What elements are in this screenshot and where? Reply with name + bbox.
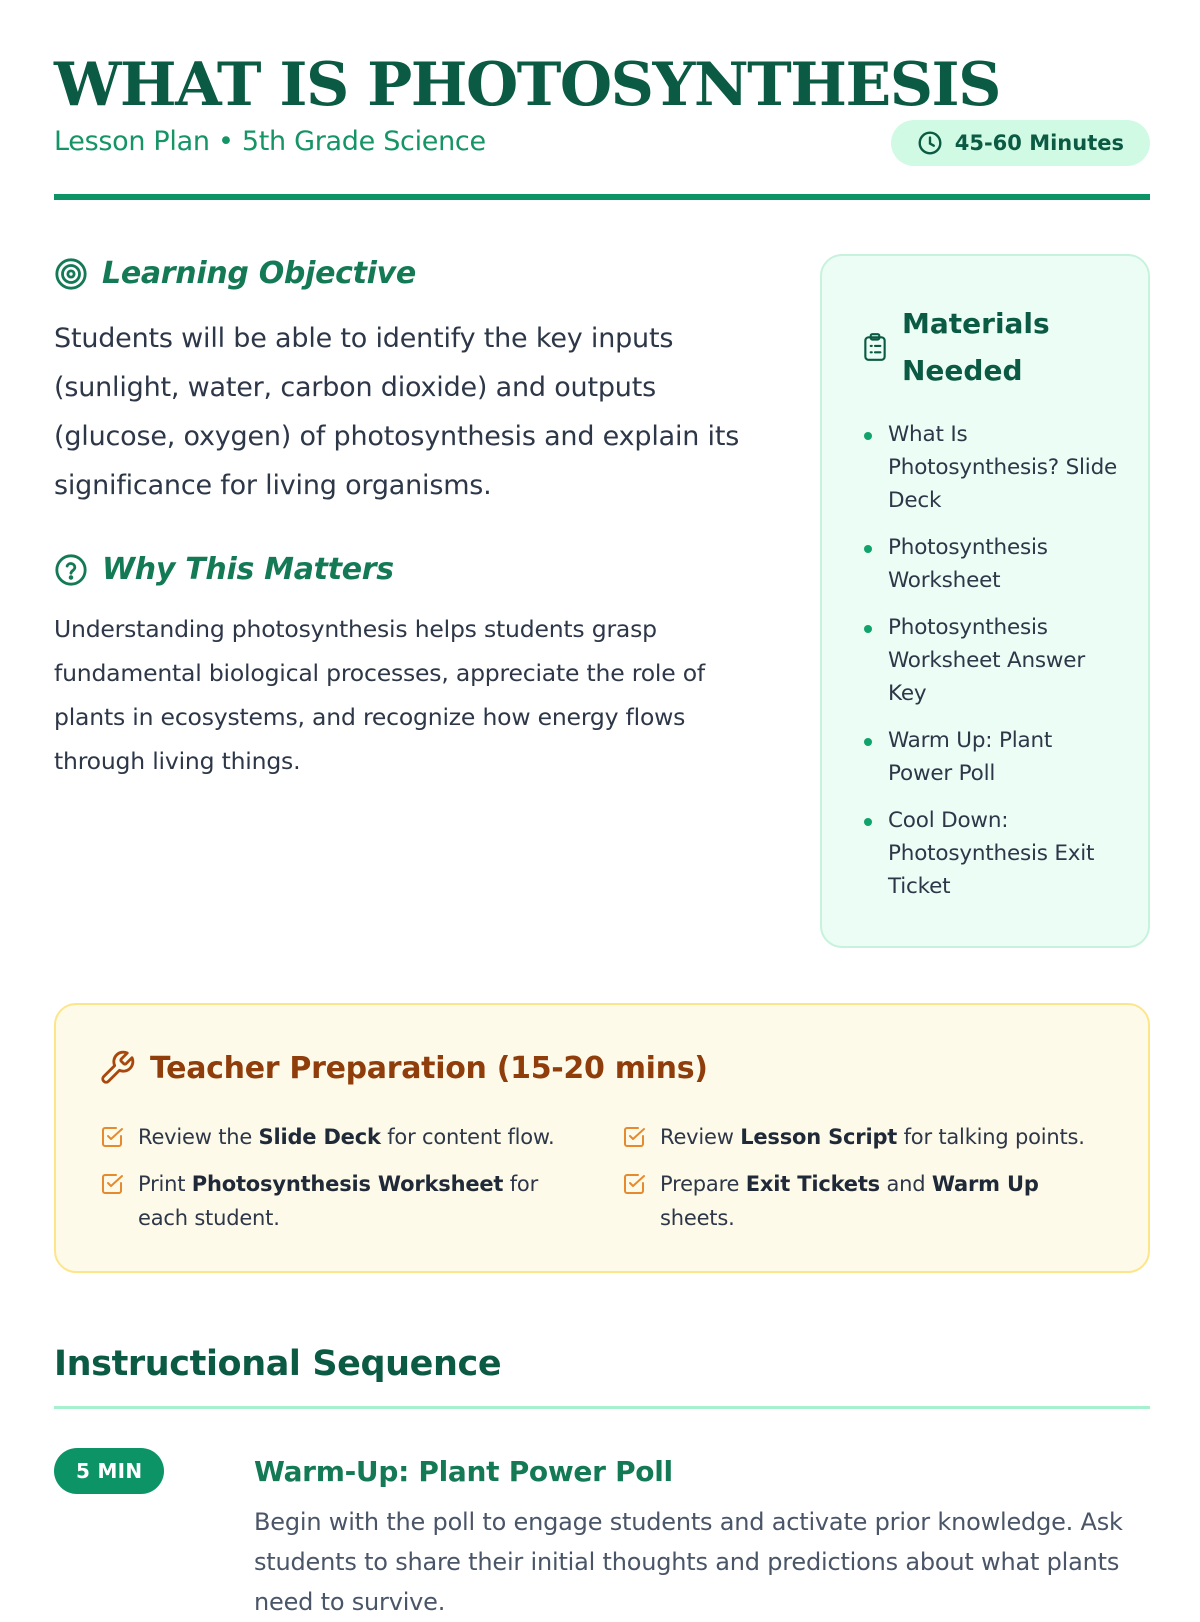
why-matters-heading	[54, 552, 394, 587]
help-circle-icon	[54, 553, 88, 587]
check-square-icon	[622, 1172, 646, 1196]
clipboard-icon	[862, 332, 888, 362]
prep-item-text: Print Photosynthesis Worksheet for each student.	[138, 1172, 539, 1230]
materials-card	[820, 254, 1150, 948]
page-subtitle: Lesson Plan • 5th Grade Science	[54, 126, 486, 157]
material-item: Warm Up: Plant Power Poll	[862, 724, 1122, 790]
check-square-icon	[100, 1172, 124, 1196]
sequence-divider	[54, 1406, 1150, 1409]
prep-item-text: Review Lesson Script for talking points.	[660, 1125, 1085, 1149]
why-matters-text: Understanding photosynthesis helps students grasp fundamental biological processes, appreciate the role of plants in ecosystems, and recognize how energy flows through living things.	[54, 615, 705, 775]
prep-item-text: Prepare Exit Tickets and Warm Up sheets.	[660, 1172, 1039, 1230]
step-description: Begin with the poll to engage students and activate prior knowledge. Ask students to share their initial thoughts and predictions about what plants need to survive.	[254, 1508, 1123, 1616]
prep-item-text: Review the Slide Deck for content flow.	[138, 1125, 555, 1149]
why-matters-title: Why This Matters	[102, 552, 394, 587]
lesson-plan-page	[54, 0, 1150, 1616]
duration-badge	[891, 120, 1150, 166]
material-item: Cool Down: Photosynthesis Exit Ticket	[862, 804, 1122, 903]
prep-item	[622, 1167, 1102, 1235]
teacher-prep-heading	[98, 1049, 708, 1087]
learning-objective-heading	[54, 256, 416, 291]
prep-item	[100, 1167, 580, 1235]
prep-item	[100, 1120, 580, 1154]
materials-heading	[862, 300, 1062, 394]
prep-item	[622, 1120, 1102, 1154]
materials-list	[862, 418, 1122, 917]
step-title: Warm-Up: Plant Power Poll	[254, 1455, 673, 1488]
teacher-prep-card	[54, 1003, 1150, 1273]
materials-title: Materials Needed	[902, 307, 1050, 387]
page-title: WHAT IS PHOTOSYNTHESIS	[54, 50, 1000, 120]
instructional-sequence-title: Instructional Sequence	[54, 1344, 502, 1384]
target-icon	[54, 257, 88, 291]
duration-text: 45-60 Minutes	[954, 131, 1124, 155]
clock-icon	[917, 130, 943, 156]
check-square-icon	[622, 1125, 646, 1149]
header-divider	[54, 194, 1150, 200]
learning-objective-text: Students will be able to identify the key inputs (sunlight, water, carbon dioxide) and outputs (glucose, oxygen) of photosynthesis and explain its significance for living organisms.	[54, 323, 740, 501]
learning-objective-title: Learning Objective	[102, 256, 416, 291]
material-item: What Is Photosynthesis? Slide Deck	[862, 418, 1122, 517]
wrench-icon	[98, 1049, 136, 1087]
material-item: Photosynthesis Worksheet	[862, 531, 1122, 597]
material-item: Photosynthesis Worksheet Answer Key	[862, 611, 1122, 710]
check-square-icon	[100, 1125, 124, 1149]
step-duration-badge: 5 MIN	[54, 1448, 164, 1494]
teacher-prep-title: Teacher Preparation (15-20 mins)	[150, 1050, 708, 1086]
